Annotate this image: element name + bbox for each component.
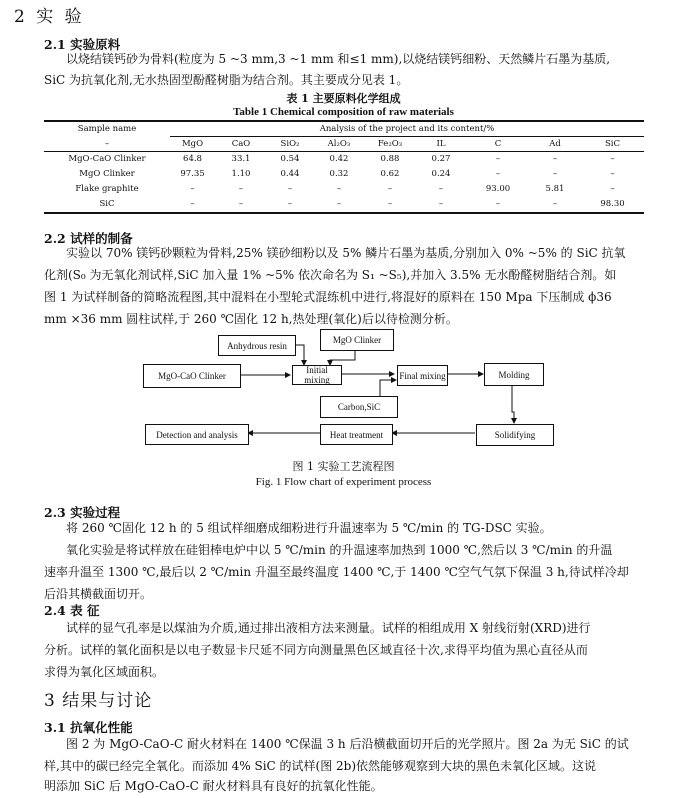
column-header: Fe₂O₃	[377, 138, 403, 149]
table-cell: –	[387, 183, 393, 194]
box-mgo-clinker: MgO Clinker	[320, 329, 394, 351]
table-cell: –	[238, 183, 244, 194]
section-2-2-title: 2.2 试样的制备	[44, 231, 133, 246]
table-cell: –	[438, 198, 444, 209]
section-2-2-line-1: 实验以 70% 镁钙砂颗粒为骨料,25% 镁砂细粉以及 5% 鳞片石墨为基质,分别加入 0% ~5% 的 SiC 抗氧	[66, 246, 626, 260]
table-cell: –	[495, 168, 501, 179]
column-header: CaO	[231, 138, 251, 149]
table-cell: –	[287, 183, 293, 194]
section-2-3-title: 2.3 实验过程	[44, 505, 121, 520]
section-3-1-title: 3.1 抗氧化性能	[44, 720, 133, 735]
table-cell: –	[336, 198, 342, 209]
table-cell: 97.35	[180, 168, 205, 179]
section-2-2-line-3: 图 1 为试样制备的简略流程图,其中混料在小型轮式混练机中进行,将混好的原料在 150 Mpa 下压制成 ϕ36	[44, 290, 612, 304]
table-cell: –	[438, 183, 444, 194]
box-solidifying: Solidifying	[476, 424, 554, 446]
column-header: SiO₂	[280, 138, 300, 149]
table-cell: SiC	[99, 198, 115, 209]
box-carbon-sic: Carbon,SiC	[320, 396, 398, 418]
section-2-3-line-4: 后沿其横截面切开。	[44, 587, 153, 601]
table-1-title-en: Table 1 Chemical composition of raw materials	[233, 106, 454, 118]
section-2-3-line-3: 速率升温至 1300 ℃,最后以 2 ℃/min 升温至最终温度 1400 ℃,于 1400 ℃空气气氛下保温 3 h,待试样冷却	[44, 565, 629, 579]
figure-1-caption-en: Fig. 1 Flow chart of experiment process	[255, 476, 432, 488]
header-analysis: Analysis of the project and its content/%	[319, 123, 495, 134]
table-cell: 0.32	[329, 168, 349, 179]
column-header: IL	[436, 138, 446, 149]
column-header: MgO	[181, 138, 204, 149]
table-cell: 0.62	[380, 168, 400, 179]
section-2-1-line-2: SiC 为抗氧化剂,无水热固型酚醛树脂为结合剂。其主要成分见表 1。	[44, 73, 409, 87]
section-2-2-line-2: 化剂(S₀ 为无氧化剂试样,SiC 加入量 1% ~5% 依次命名为 S₁ ~S₅),并加入 3.5% 无水酚醛树脂结合剂。如	[44, 268, 617, 282]
column-header: SiC	[604, 138, 621, 149]
table-cell: 0.44	[280, 168, 300, 179]
box-molding: Molding	[484, 363, 544, 386]
section-2-1-title: 2.1 实验原料	[44, 37, 121, 52]
box-anhydrous-resin: Anhydrous resin	[218, 335, 296, 356]
table-cell: –	[495, 153, 501, 164]
table-cell: –	[552, 153, 558, 164]
table-cell: 98.30	[600, 198, 625, 209]
box-initial-mixing: Initial mixing	[292, 365, 342, 385]
table-cell: MgO-CaO Clinker	[68, 153, 146, 164]
table-cell: 0.88	[380, 153, 400, 164]
table-cell: –	[610, 183, 615, 194]
table-cell: 93.00	[485, 183, 511, 194]
table-cell: 1.10	[231, 168, 251, 179]
table-cell: 5.81	[545, 183, 565, 194]
table-cell: –	[552, 168, 558, 179]
table-cell: 33.1	[231, 153, 251, 164]
section-3-1-line-2: 样,其中的碳已经完全氧化。而添加 4% SiC 的试样(图 2b)依然能够观察到大块的黑色未氧化区域。这说	[44, 759, 597, 773]
section-2-4-line-2: 分析。试样的氧化面积是以电子数显卡尺延不同方向测量黑色区域直径十次,求得平均值为黑心直径从而	[44, 643, 588, 657]
table-cell: –	[552, 198, 558, 209]
table-1-title-cn: 表 1 主要原料化学组成	[286, 92, 401, 105]
table-cell: MgO Clinker	[79, 168, 135, 179]
section-2-1-line-1: 以烧结镁钙砂为骨料(粒度为 5 ~3 mm,3 ~1 mm 和≤1 mm),以烧结镁钙细粉、天然鳞片石墨为基质,	[66, 52, 611, 66]
table-cell: –	[495, 198, 501, 209]
box-detection-analysis: Detection and analysis	[145, 424, 249, 445]
table-cell: –	[610, 168, 615, 179]
section-2-2-line-4: mm ×36 mm 圆柱试样,于 260 ℃固化 12 h,热处理(氧化)后以待检测分析。	[44, 312, 458, 326]
section-2-3-line-1: 将 260 ℃固化 12 h 的 5 组试样细磨成细粉进行升温速率为 5 ℃/min 的 TG-DSC 实验。	[66, 521, 552, 535]
table-cell: –	[190, 183, 195, 194]
column-header: –	[104, 138, 110, 149]
column-header: Al₂O₃	[327, 138, 351, 149]
section-2-4-line-1: 试样的显气孔率是以煤油为介质,通过排出液相方法来测量。试样的相组成用 X 射线衍射(XRD)进行	[66, 621, 591, 635]
table-cell: –	[190, 198, 195, 209]
column-header: Ad	[549, 138, 561, 149]
table-cell: 0.27	[431, 153, 451, 164]
table-cell: 0.42	[329, 153, 349, 164]
table-cell: –	[610, 153, 615, 164]
table-cell: Flake graphite	[75, 183, 139, 194]
table-cell: 0.54	[280, 153, 300, 164]
section-3-1-line-3: 明添加 SiC 后 MgO-CaO-C 耐火材料具有良好的抗氧化性能。	[44, 779, 383, 793]
table-cell: 0.24	[431, 168, 451, 179]
box-heat-treatment: Heat treatment	[320, 424, 393, 445]
table-cell: –	[336, 183, 342, 194]
table-cell: 64.8	[183, 153, 202, 164]
table-cell: –	[387, 198, 393, 209]
section-3-1-line-1: 图 2 为 MgO-CaO-C 耐火材料在 1400 ℃保温 3 h 后沿横截面切开后的光学照片。图 2a 为无 SiC 的试	[66, 737, 629, 751]
box-mgo-cao-clinker: MgO-CaO Clinker	[143, 364, 241, 388]
box-final-mixing: Final mixing	[397, 365, 448, 386]
section-2-4-title: 2.4 表 征	[44, 603, 100, 618]
figure-1-caption-cn: 图 1 实验工艺流程图	[292, 460, 395, 473]
column-header: C	[494, 138, 502, 149]
section-2-3-line-2: 氧化实验是将试样放在硅钼棒电炉中以 5 ℃/min 的升温速率加热到 1000 ℃,然后以 3 ℃/min 的升温	[66, 543, 613, 557]
section-2-heading: 2 实 验	[14, 7, 85, 27]
table-cell: –	[287, 198, 293, 209]
table-cell: –	[238, 198, 244, 209]
section-3-heading: 3 结果与讨论	[44, 691, 153, 711]
section-2-4-line-3: 求得为氧化区域面积。	[44, 665, 165, 679]
header-sample-name: Sample name	[77, 123, 137, 134]
